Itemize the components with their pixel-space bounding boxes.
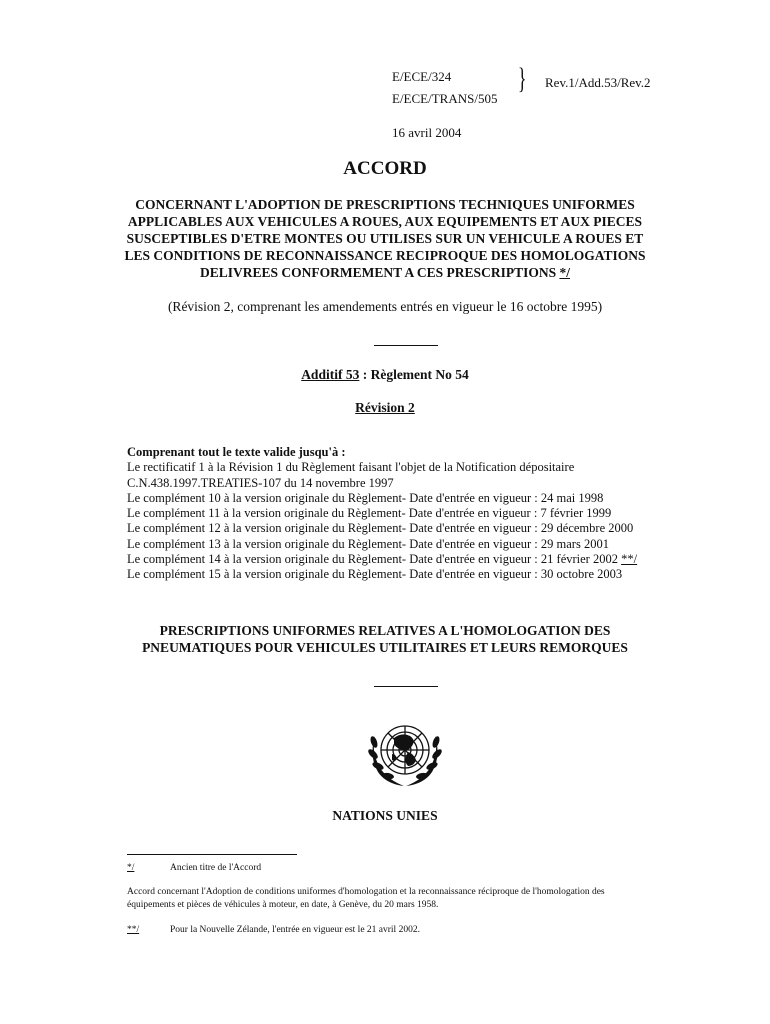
subtitle-line: CONCERNANT L'ADOPTION DE PRESCRIPTIONS TECHNIQUES UNIFORMES xyxy=(135,197,635,212)
prescriptions-line: PNEUMATIQUES POUR VEHICULES UTILITAIRES ET LEURS REMORQUES xyxy=(142,640,628,655)
footnote-text-2: Pour la Nouvelle Zélande, l'entrée en vigueur est le 21 avril 2002. xyxy=(170,925,420,935)
footnote-text-1: Ancien titre de l'Accord xyxy=(170,863,262,873)
footnote-marker-1: */ xyxy=(127,863,135,873)
additif-rest: : Règlement No 54 xyxy=(359,367,469,382)
includes-list xyxy=(127,445,727,583)
agreement-subtitle xyxy=(0,196,770,281)
list-item: Le complément 13 à la version originale du Règlement- Date d'entrée en vigueur : 29 mars 2001 xyxy=(127,536,609,551)
subtitle-line-text: DELIVREES CONFORMEMENT A CES PRESCRIPTIONS xyxy=(200,265,557,280)
revision-heading: Révision 2 xyxy=(355,400,415,415)
brace-glyph: } xyxy=(517,62,527,95)
footnote-body-line: équipements et pièces de véhicules à moteur, en date, à Genève, du 20 mars 1958. xyxy=(127,900,439,910)
includes-heading: Comprenant tout le texte valide jusqu'à : xyxy=(127,445,346,459)
prescriptions-line: PRESCRIPTIONS UNIFORMES RELATIVES A L'HOMOLOGATION DES xyxy=(159,623,611,638)
list-item: C.N.438.1997.TREATIES-107 du 14 novembre 1997 xyxy=(127,475,394,490)
page-title: ACCORD xyxy=(343,158,427,179)
footnote-ref-1[interactable]: */ xyxy=(559,265,570,280)
footnote-body-line: Accord concernant l'Adoption de conditions uniformes d'homologation et la reconnaissance réciproque de l'homologation des xyxy=(127,887,605,897)
organization-name: NATIONS UNIES xyxy=(332,808,438,823)
divider xyxy=(374,345,438,346)
document-date: 16 avril 2004 xyxy=(392,125,462,140)
subtitle-line: LES CONDITIONS DE RECONNAISSANCE RECIPROQUE DES HOMOLOGATIONS xyxy=(124,248,646,263)
list-item: Le complément 10 à la version originale du Règlement- Date d'entrée en vigueur : 24 mai 1998 xyxy=(127,490,604,505)
list-item-text: Le complément 14 à la version originale du Règlement- Date d'entrée en vigueur : 21 février 2002 xyxy=(127,552,618,567)
footnote-body-1 xyxy=(127,886,687,912)
document-symbol-2: E/ECE/TRANS/505 xyxy=(392,91,498,106)
prescriptions-heading xyxy=(0,622,770,656)
list-item xyxy=(127,552,727,567)
additif-label: Additif 53 xyxy=(301,367,360,382)
list-item: Le rectificatif 1 à la Révision 1 du Règlement faisant l'objet de la Notification dépositaire xyxy=(127,460,575,475)
un-emblem-icon xyxy=(362,712,448,792)
subtitle-line: SUSCEPTIBLES D'ETRE MONTES OU UTILISES SUR UN VEHICULE A ROUES ET xyxy=(126,231,644,246)
divider xyxy=(374,686,438,687)
subtitle-line: APPLICABLES AUX VEHICULES A ROUES, AUX EQUIPEMENTS ET AUX PIECES xyxy=(127,214,643,229)
list-item: Le complément 12 à la version originale du Règlement- Date d'entrée en vigueur : 29 décembre 2000 xyxy=(127,521,634,536)
revision-note: (Révision 2, comprenant les amendements entrés en vigueur le 16 octobre 1995) xyxy=(167,299,603,314)
revision-symbol: Rev.1/Add.53/Rev.2 xyxy=(545,75,651,90)
additif-heading xyxy=(0,367,770,383)
list-item: Le complément 15 à la version originale du Règlement- Date d'entrée en vigueur : 30 octobre 2003 xyxy=(127,567,623,582)
footnote-separator xyxy=(127,854,297,855)
footnote-ref-2[interactable]: **/ xyxy=(621,552,638,567)
list-item: Le complément 11 à la version originale du Règlement- Date d'entrée en vigueur : 7 février 1999 xyxy=(127,506,612,521)
document-symbol-1: E/ECE/324 xyxy=(392,69,452,84)
footnote-marker-2: **/ xyxy=(127,925,140,935)
subtitle-line xyxy=(0,264,770,281)
